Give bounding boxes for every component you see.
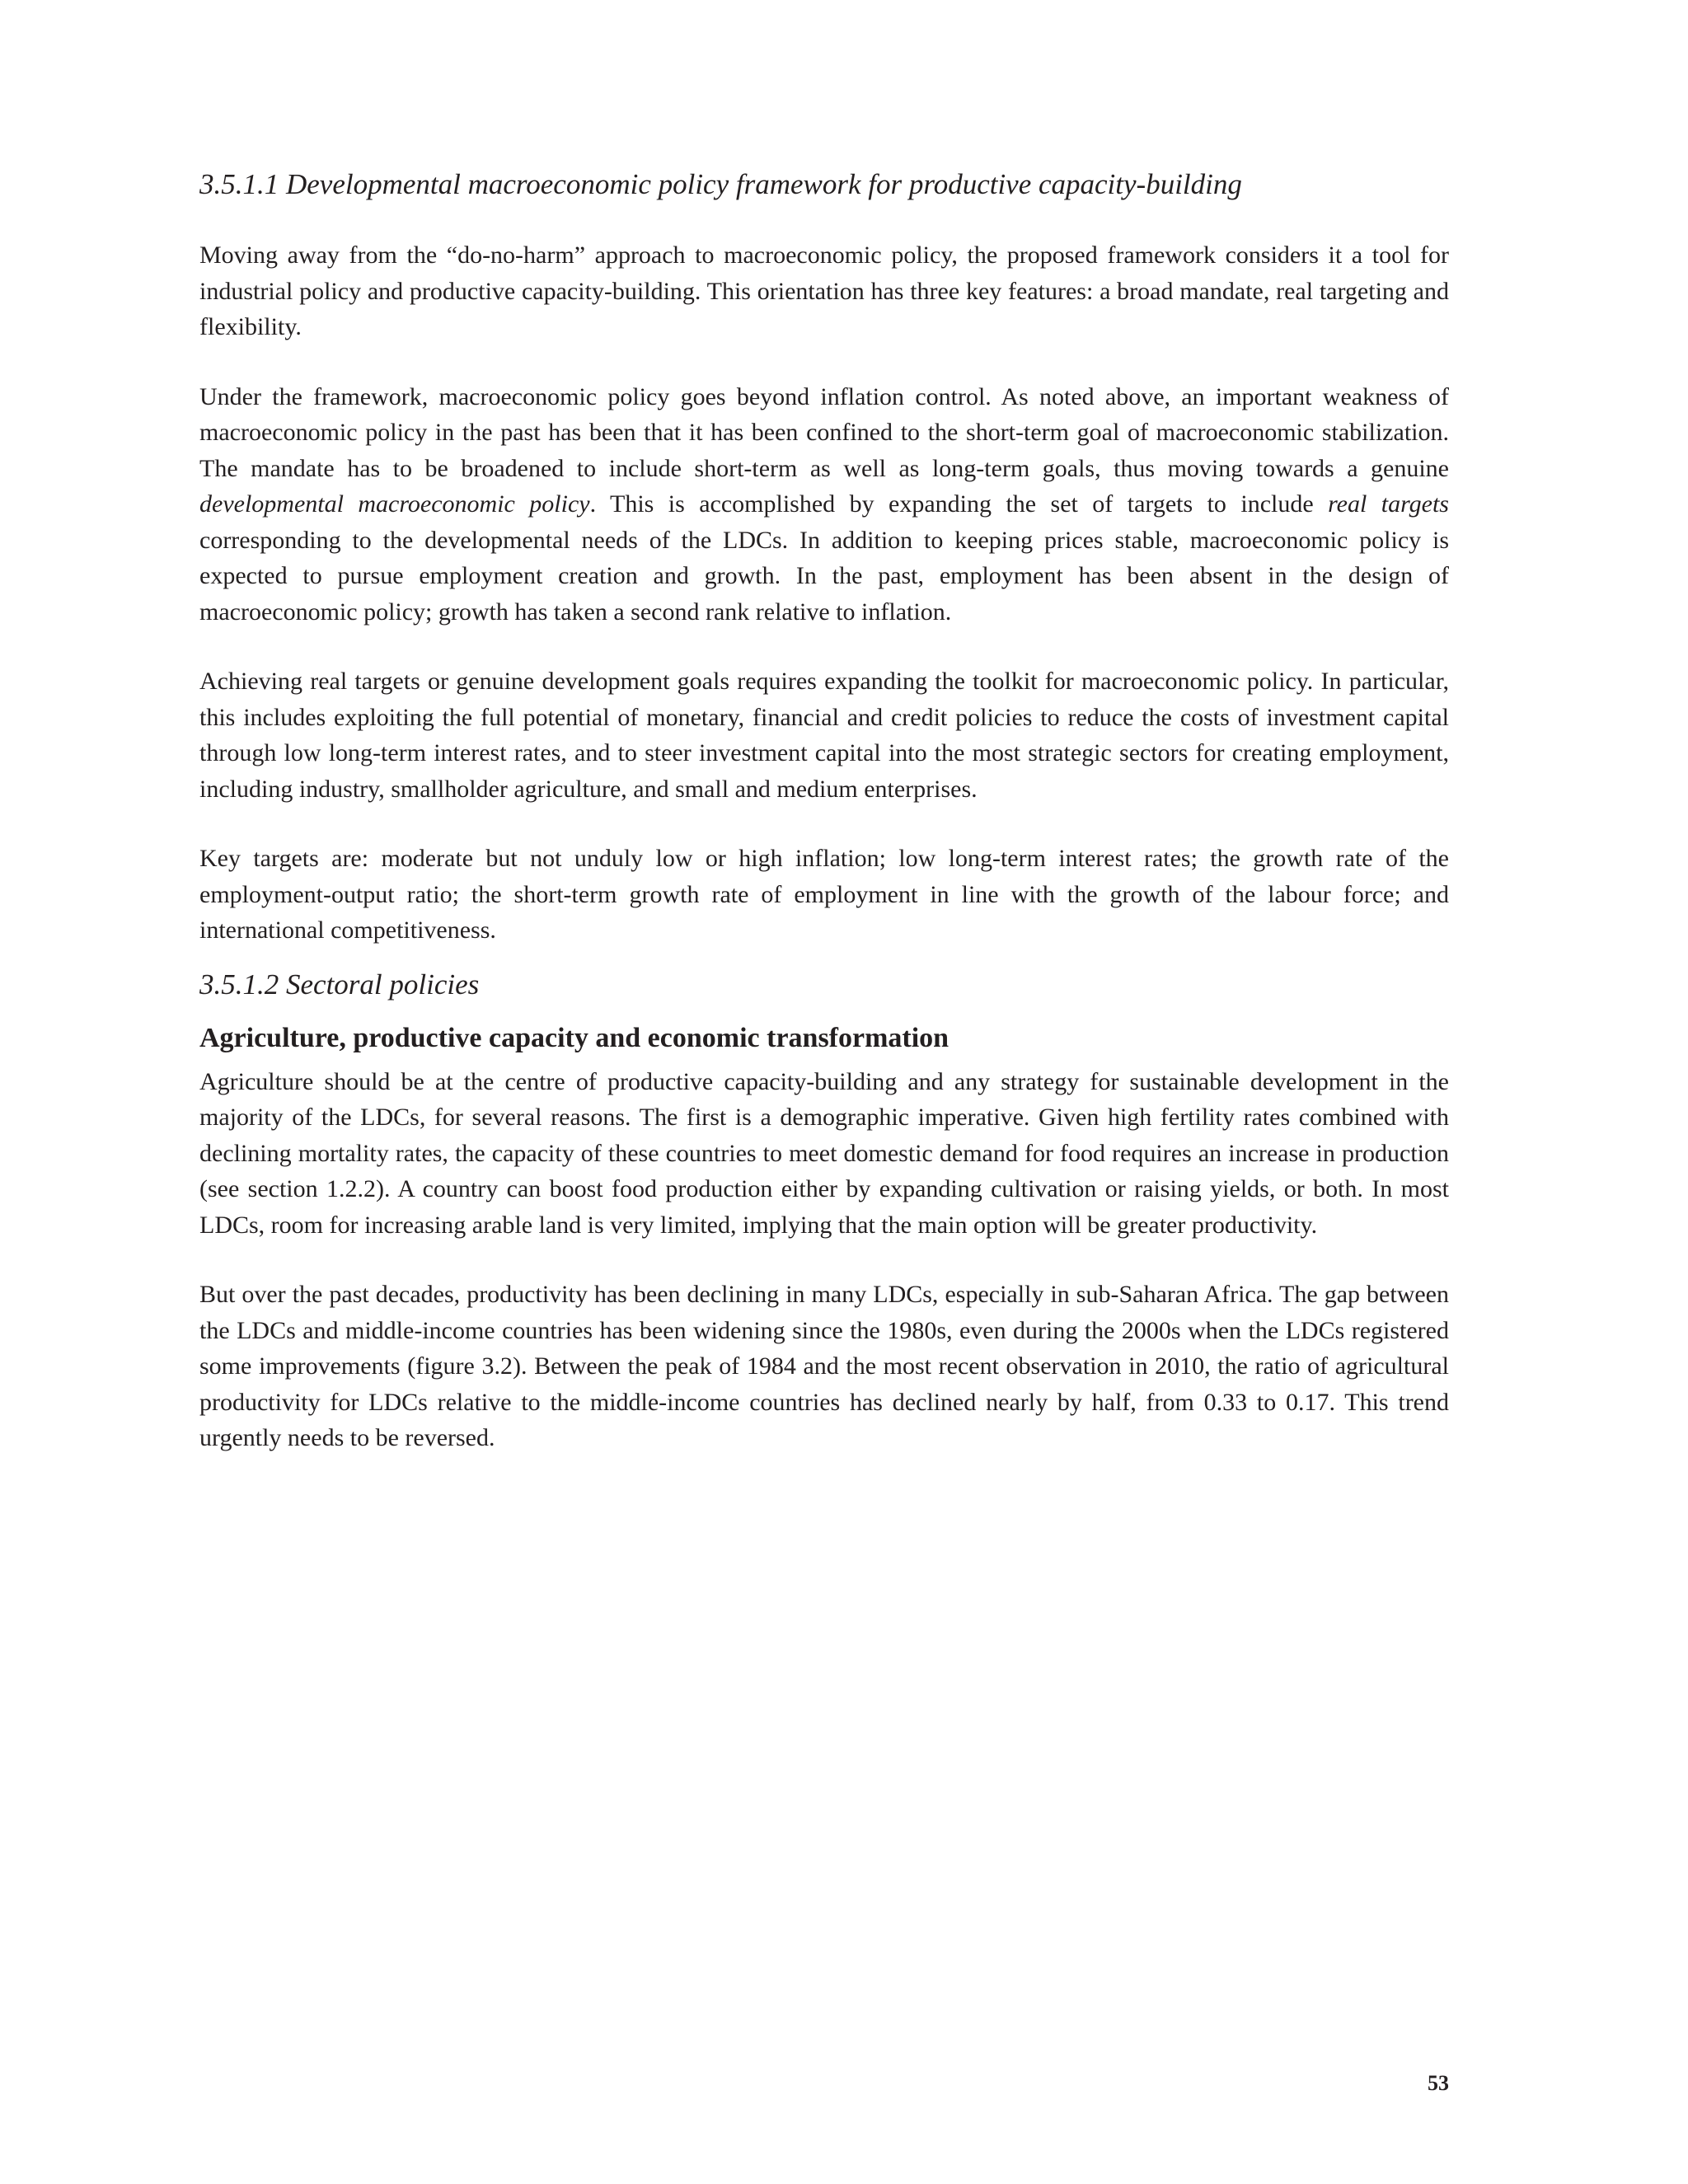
paragraph-key-targets: Key targets are: moderate but not unduly low or high inflation; low long-term interest rates; the growth rate of the employment-output ratio; the short-term growth rate of employment in line with the growth of the labour force; and international competitiveness. (199, 845, 1449, 944)
page-content (199, 165, 1449, 1456)
subheading-agriculture: Agriculture, productive capacity and economic transformation (199, 1022, 950, 1053)
paragraph-productivity-decline: But over the past decades, productivity has been declining in many LDCs, especially in sub-Saharan Africa. The gap between the LDCs and middle-income countries has been widening since the 1980s, even during the 2000s when the LDCs registered some improvements (figure 3.2). Between the peak of 1984 and the most recent observation in 2010, the ratio of agricultural productivity for LDCs relative to the middle-income countries has declined nearly by half, from 0.33 to 0.17. This trend urgently needs to be reversed. (199, 1281, 1449, 1451)
emphasis-real-targets: real targets (1328, 490, 1449, 518)
paragraph-framework-text-1: Under the framework, macroeconomic policy goes beyond inflation control. As noted above, an important weakness of macroeconomic policy in the past has been that it has been confined to the short-term goal of macroeconomic stabilization. The mandate has to be broadened to include short-term as well as long-term goals, thus moving towards a genuine (199, 382, 1449, 482)
paragraph-do-no-harm: Moving away from the “do-no-harm” approach to macroeconomic policy, the proposed framework considers it a tool for industrial policy and productive capacity-building. This orientation has three key features: a broad mandate, real targeting and flexibility. (199, 241, 1449, 340)
section-heading-3-5-1-2: 3.5.1.2 Sectoral policies (199, 968, 480, 1001)
paragraph-agriculture-centre: Agriculture should be at the centre of productive capacity-building and any strategy for sustainable development in the majority of the LDCs, for several reasons. The first is a demographic imperative. Given high fertility rates combined with declining mortality rates, the capacity of these countries to meet domestic demand for food requires an increase in production (see section 1.2.2). A country can boost food production either by expanding cultivation or raising yields, or both. In most LDCs, room for increasing arable land is very limited, implying that the main option will be greater productivity. (199, 1067, 1449, 1239)
paragraph-framework-mandate (199, 379, 1449, 630)
paragraph-real-targets-toolkit: Achieving real targets or genuine development goals requires expanding the toolkit for macroeconomic policy. In particular, this includes exploiting the full potential of monetary, financial and credit policies to reduce the costs of investment capital through low long-term interest rates, and to steer investment capital into the most strategic sectors for creating employment, including industry, smallholder agriculture, and small and medium enterprises. (199, 668, 1449, 803)
paragraph-framework-text-2: . This is accomplished by expanding the set of targets to include (589, 490, 1329, 518)
emphasis-developmental-policy: developmental macroeconomic policy (199, 490, 590, 518)
page-number: 53 (1428, 2071, 1449, 2095)
section-heading-3-5-1-1: 3.5.1.1 Developmental macroeconomic policy framework for productive capacity-building (199, 168, 1242, 200)
paragraph-framework-text-3: corresponding to the developmental needs of the LDCs. In addition to keeping prices stable, macroeconomic policy is expected to pursue employment creation and growth. In the past, employment has been absent in the design of macroeconomic policy; growth has taken a second rank relative to inflation. (199, 526, 1449, 626)
